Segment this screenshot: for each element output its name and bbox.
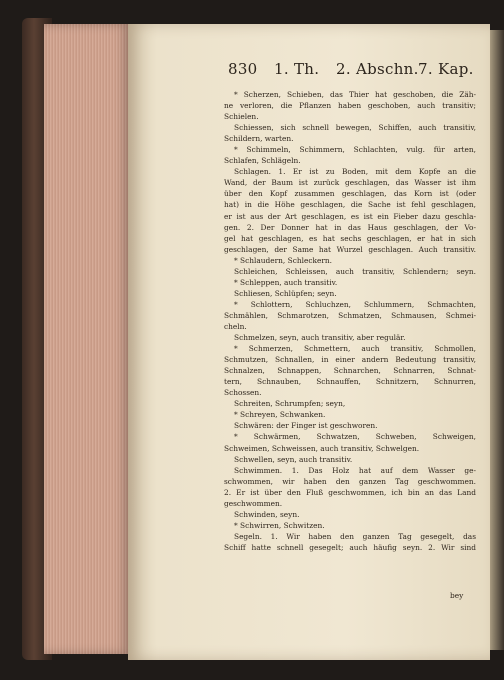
text-line: * Schlottern, Schluchzen, Schlummern, Schmachten, — [234, 299, 476, 309]
text-line: Schnalzen, Schnappen, Schnarchen, Schnarren, Schnat- — [224, 366, 476, 376]
text-line: geschlagen, der Same hat Wurzel geschlagen. Auch transitiv. — [224, 244, 476, 254]
text-line: * Schimmeln, Schimmern, Schlachten, vulg. für arten, — [234, 145, 476, 155]
text-line: gel hat geschlagen, es hat sechs geschlagen, er hat in sich — [224, 233, 476, 243]
text-line: cheln. — [224, 321, 247, 331]
text-line: Schwellen, seyn, auch transitiv. — [234, 454, 353, 464]
text-line: Schreiten, Schrumpfen; seyn, — [234, 399, 346, 409]
text-line: über den Kopf zusammen geschlagen, das Korn ist (oder — [224, 189, 476, 199]
text-line: Schlagen. 1. Er ist zu Boden, mit dem Kopfe an die — [234, 167, 476, 177]
text-line: Schmutzen, Schnallen, in einer andern Bedeutung transitiv, — [224, 355, 476, 365]
text-line: Schleichen, Schleissen, auch transitiv, Schlendern; seyn. — [234, 266, 476, 276]
page-text — [224, 89, 476, 553]
text-line: schwommen, wir haben den ganzen Tag geschwommen. — [224, 476, 476, 486]
text-line: Schlafen, Schlägeln. — [224, 156, 301, 166]
text-line: Schiessen, sich schnell bewegen, Schiffen, auch transitiv, — [234, 123, 476, 133]
text-line: Schiff hatte schnell gesegelt; auch häufig seyn. 2. Wir sind — [224, 542, 476, 552]
text-line: geschwommen. — [224, 498, 283, 508]
text-line: tern, Schnauben, Schnauffen, Schnitzern, Schnurren, — [224, 377, 476, 387]
text-line: Schossen. — [224, 388, 262, 398]
header-chapter: 7. Kap. — [418, 60, 474, 78]
text-line: * Schreyen, Schwanken. — [234, 410, 326, 420]
text-line: er ist aus der Art geschlagen, es ist ein Fieber dazu geschla- — [224, 211, 476, 221]
text-line: * Schwirren, Schwitzen. — [234, 520, 325, 530]
text-line: * Schlaudern, Schleckern. — [234, 255, 332, 265]
text-line: Segeln. 1. Wir haben den ganzen Tag gesegelt, das — [234, 531, 476, 541]
text-line: Schwären: der Finger ist geschworen. — [234, 421, 378, 431]
text-line: Schmählen, Schmarotzen, Schmatzen, Schmausen, Schmei- — [224, 310, 476, 320]
header-section: 2. Abschn. — [336, 60, 419, 78]
running-header — [228, 60, 490, 82]
text-line: Schildern, warten. — [224, 134, 294, 144]
text-line: Schwinden, seyn. — [234, 509, 300, 519]
text-line: Schmelzen, seyn, auch transitiv, aber regulär. — [234, 333, 406, 343]
text-line: Wand, der Baum ist zurück geschlagen, das Wasser ist ihm — [224, 178, 476, 188]
text-line: Schweimen, Schweissen, auch transitiv, Schwelgen. — [224, 443, 420, 453]
text-line: * Schmerzen, Schmettern, auch transitiv, Schmollen, — [234, 344, 476, 354]
text-line: * Schleppen, auch transitiv. — [234, 277, 338, 287]
header-part: 1. Th. — [274, 60, 320, 78]
catchword: bey — [450, 591, 464, 600]
page-number: 830 — [228, 60, 258, 78]
text-line: Schliesen, Schlüpfen; seyn. — [234, 288, 337, 298]
text-line: hat) in die Höhe geschlagen, die Sache ist fehl geschlagen, — [224, 200, 476, 210]
text-line: 2. Er ist über den Fluß geschwommen, ich bin an das Land — [224, 487, 476, 497]
facing-page-edge — [490, 30, 504, 650]
text-line: * Scherzen, Schieben, das Thier hat geschoben, die Zäh- — [234, 90, 476, 99]
text-line: * Schwärmen, Schwatzen, Schweben, Schweigen, — [234, 432, 476, 442]
text-line: Schielen. — [224, 112, 259, 122]
text-line: ne verloren, die Pflanzen haben geschoben, auch transitiv; — [224, 101, 476, 111]
text-line: gen. 2. Der Donner hat in das Haus geschlagen, der Vo- — [224, 222, 476, 232]
text-line: Schwimmen. 1. Das Holz hat auf dem Wasser ge- — [234, 465, 476, 475]
page-edges — [44, 24, 130, 654]
